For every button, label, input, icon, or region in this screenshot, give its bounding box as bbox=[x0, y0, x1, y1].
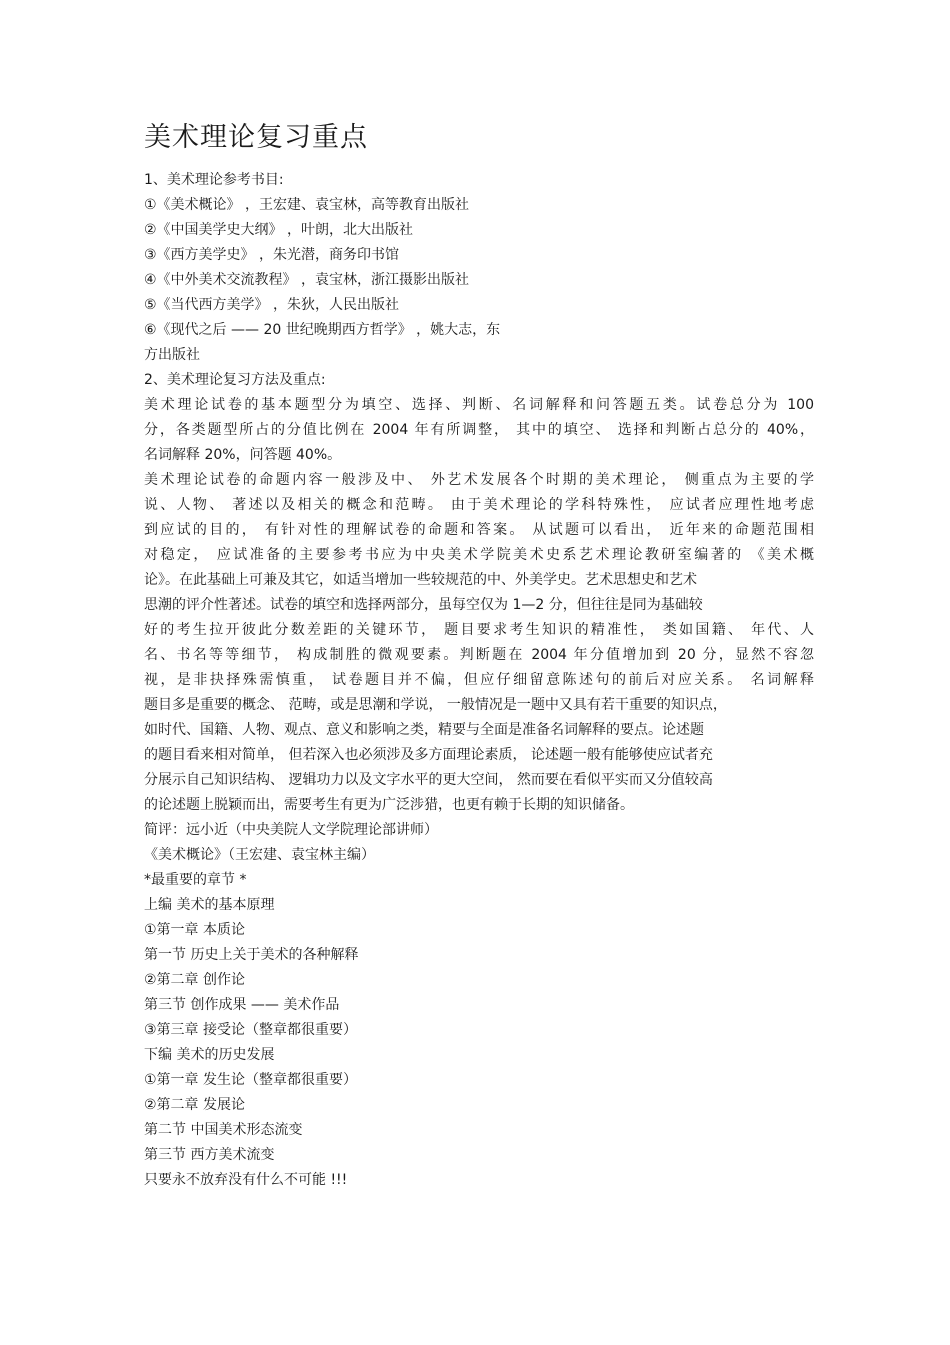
paragraph-line: 分展示自己知识结构、 逻辑功力以及文字水平的更大空间， 然而要在看似平实而又分值较高 bbox=[144, 772, 713, 788]
section1-heading: 1、美术理论参考书目: bbox=[144, 172, 284, 188]
paragraph-line: 名、书名等等细节， 构成制胜的微观要素。判断题在 2004 年分值增加到 20 分，显然不容忽 bbox=[144, 647, 814, 663]
chapter-item: 第三节 西方美术流变 bbox=[144, 1147, 275, 1163]
chapter-list bbox=[144, 893, 814, 1168]
paragraph-line: 美术理论试卷的命题内容一般涉及中、 外艺术发展各个时期的美术理论， 侧重点为主要的学 bbox=[144, 472, 814, 488]
paragraph-line: 题目多是重要的概念、 范畴，或是思潮和学说， 一般情况是一题中又具有若干重要的知识点， bbox=[144, 697, 727, 713]
paragraph-line: 视，是非抉择殊需慎重， 试卷题目并不偏，但应仔细留意陈述句的前后对应关系。 名词解释 bbox=[144, 672, 814, 688]
chapter-item: 下编 美术的历史发展 bbox=[144, 1047, 275, 1063]
chapter-item: ①第一章 发生论（整章都很重要） bbox=[144, 1072, 358, 1088]
chapter-item: ②第二章 创作论 bbox=[144, 972, 246, 988]
chapter-item: ②第二章 发展论 bbox=[144, 1097, 246, 1113]
chapter-item: 第一节 历史上关于美术的各种解释 bbox=[144, 947, 359, 963]
page-title: 美术理论复习重点 bbox=[144, 122, 368, 153]
paragraph-line: 好的考生拉开彼此分数差距的关键环节， 题目要求考生知识的精准性， 类如国籍、 年代、人 bbox=[144, 622, 814, 638]
paragraph-exam-format bbox=[144, 393, 814, 468]
paragraph-line: 的题目看来相对简单， 但若深入也必须涉及多方面理论素质， 论述题一般有能够使应试者充 bbox=[144, 747, 713, 763]
chapters-heading: *最重要的章节 * bbox=[144, 872, 247, 888]
book-item: 方出版社 bbox=[144, 347, 200, 363]
paragraph-line: 名词解释 20%，问答题 40%。 bbox=[144, 447, 342, 463]
paragraph-line: 说、人物、 著述以及相关的概念和范畴。 由于美术理论的学科特殊性， 应试者应理性地考虑 bbox=[144, 497, 814, 513]
chapter-item: ①第一章 本质论 bbox=[144, 922, 246, 938]
paragraph-line: 的论述题上脱颖而出，需要考生有更为广泛涉猎，也更有赖于长期的知识储备。 bbox=[144, 797, 634, 813]
book-list bbox=[144, 193, 814, 368]
review-note: 简评：远小近（中央美院人文学院理论部讲师） bbox=[144, 822, 438, 838]
paragraph-line: 到应试的目的， 有针对性的理解试卷的命题和答案。 从试题可以看出， 近年来的命题范围相 bbox=[144, 522, 814, 538]
paragraph-line: 美术理论试卷的基本题型分为填空、选择、判断、名词解释和问答题五类。试卷总分为 100 bbox=[144, 397, 814, 413]
paragraph-line: 分，各类题型所占的分值比例在 2004 年有所调整， 其中的填空、 选择和判断占总分的 40%， bbox=[144, 422, 814, 438]
paragraph-line: 思潮的评介性著述。试卷的填空和选择两部分，虽每空仅为 1—2 分，但往往是同为基础较 bbox=[144, 597, 703, 613]
section2-heading: 2、美术理论复习方法及重点: bbox=[144, 372, 326, 388]
paragraph-exam-content bbox=[144, 468, 814, 818]
book-item: ⑥《现代之后 —— 20 世纪晚期西方哲学》 ，姚大志，东 bbox=[144, 322, 501, 338]
paragraph-line: 论》。在此基础上可兼及其它，如适当增加一些较规范的中、外美学史。艺术思想史和艺术 bbox=[144, 572, 697, 588]
chapter-item: 上编 美术的基本原理 bbox=[144, 897, 275, 913]
book-item: ⑤《当代西方美学》 ，朱狄，人民出版社 bbox=[144, 297, 399, 313]
paragraph-line: 如时代、国籍、人物、观点、意义和影响之类，精要与全面是准备名词解释的要点。论述题 bbox=[144, 722, 704, 738]
chapter-item: 第三节 创作成果 —— 美术作品 bbox=[144, 997, 340, 1013]
book-item: ②《中国美学史大纲》 ，叶朗，北大出版社 bbox=[144, 222, 413, 238]
chapter-item: ③第三章 接受论（整章都很重要） bbox=[144, 1022, 358, 1038]
book-item: ④《中外美术交流教程》 ，袁宝林，浙江摄影出版社 bbox=[144, 272, 469, 288]
book-reference: 《美术概论》（王宏建、袁宝林主编） bbox=[144, 847, 375, 863]
closing-motto: 只要永不放弃没有什么不可能 !!! bbox=[144, 1172, 348, 1188]
document-page bbox=[144, 118, 814, 1193]
book-item: ①《美术概论》 ，王宏建、袁宝林，高等教育出版社 bbox=[144, 197, 469, 213]
book-item: ③《西方美学史》 ，朱光潜，商务印书馆 bbox=[144, 247, 399, 263]
paragraph-line: 对稳定， 应试准备的主要参考书应为中央美术学院美术史系艺术理论教研室编著的 《美术概 bbox=[144, 547, 814, 563]
chapter-item: 第二节 中国美术形态流变 bbox=[144, 1122, 303, 1138]
